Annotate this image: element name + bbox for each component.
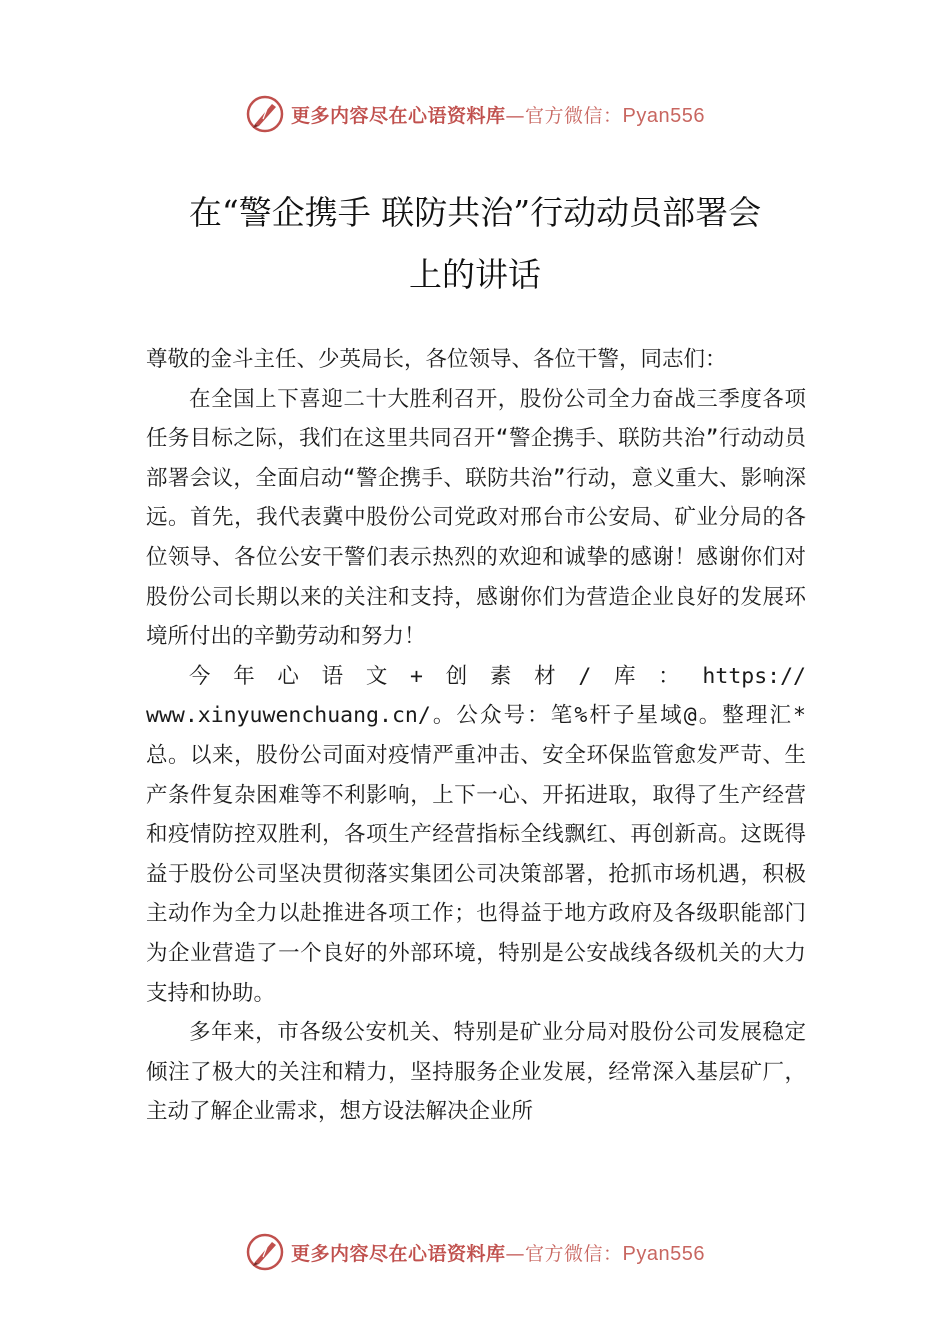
title-line-2: 上的讲话 [409,255,541,294]
quill-pen-logo-icon [245,1232,285,1272]
banner-wechat-id: Pyan556 [622,104,705,127]
banner-text [291,101,705,128]
banner-dash: — [505,104,526,127]
document-title [130,182,820,306]
banner-wechat-label: 官方微信： [525,104,623,127]
salutation: 尊敬的金斗主任、少英局长，各位领导、各位干警，同志们： [146,347,727,372]
paragraph-2-rest: www.xinyuwenchuang.cn/。公众号：笔%杆子星域@。整理汇*总。以来，股份公司面对疫情严重冲击、安全环保监管愈发严苛、生产条件复杂困难等不利影响，上下一心、开拓进取，取得了生产经营和疫情防控双胜利，各项生产经营指标全线飘红、再创新高。这既得益于股份公司坚决贯彻落实集团公司决策部署，抢抓市场机遇，积极主动作为全力以赴推进各项工作；也得益于地方政府及各级职能部门为企业营造了一个良好的外部环境，特别是公安战线各级机关的大力支持和协助。 [146,703,806,1006]
banner-main-text: 更多内容尽在心语资料库 [291,104,506,127]
banner-wechat-id: Pyan556 [622,1242,705,1265]
quill-pen-logo-icon [245,94,285,134]
banner-main-text: 更多内容尽在心语资料库 [291,1242,506,1265]
title-line-1: 在“警企携手 联防共治”行动动员部署会 [188,193,762,232]
paragraph-3: 多年来，市各级公安机关、特别是矿业分局对股份公司发展稳定倾注了极大的关注和精力，坚持服务企业发展，经常深入基层矿厂，主动了解企业需求，想方设法解决企业所 [146,1020,806,1125]
header-banner [0,92,950,136]
paragraph-1: 在全国上下喜迎二十大胜利召开，股份公司全力奋战三季度各项任务目标之际，我们在这里共同召开“警企携手、联防共治”行动动员部署会议，全面启动“警企携手、联防共治”行动，意义重大、影响深远。首先，我代表冀中股份公司党政对邢台市公安局、矿业分局的各位领导、各位公安干警们表示热烈的欢迎和诚挚的感谢！感谢你们对股份公司长期以来的关注和支持，感谢你们为营造企业良好的发展环境所付出的辛勤劳动和努力！ [146,386,806,650]
paragraph-2-first-line: 今年心语文+创素材/库：https:// [189,663,806,689]
document-body [146,340,806,1132]
banner-dash: — [505,1242,526,1265]
footer-banner [0,1230,950,1274]
banner-wechat-label: 官方微信： [525,1242,623,1265]
banner-text [291,1239,705,1266]
